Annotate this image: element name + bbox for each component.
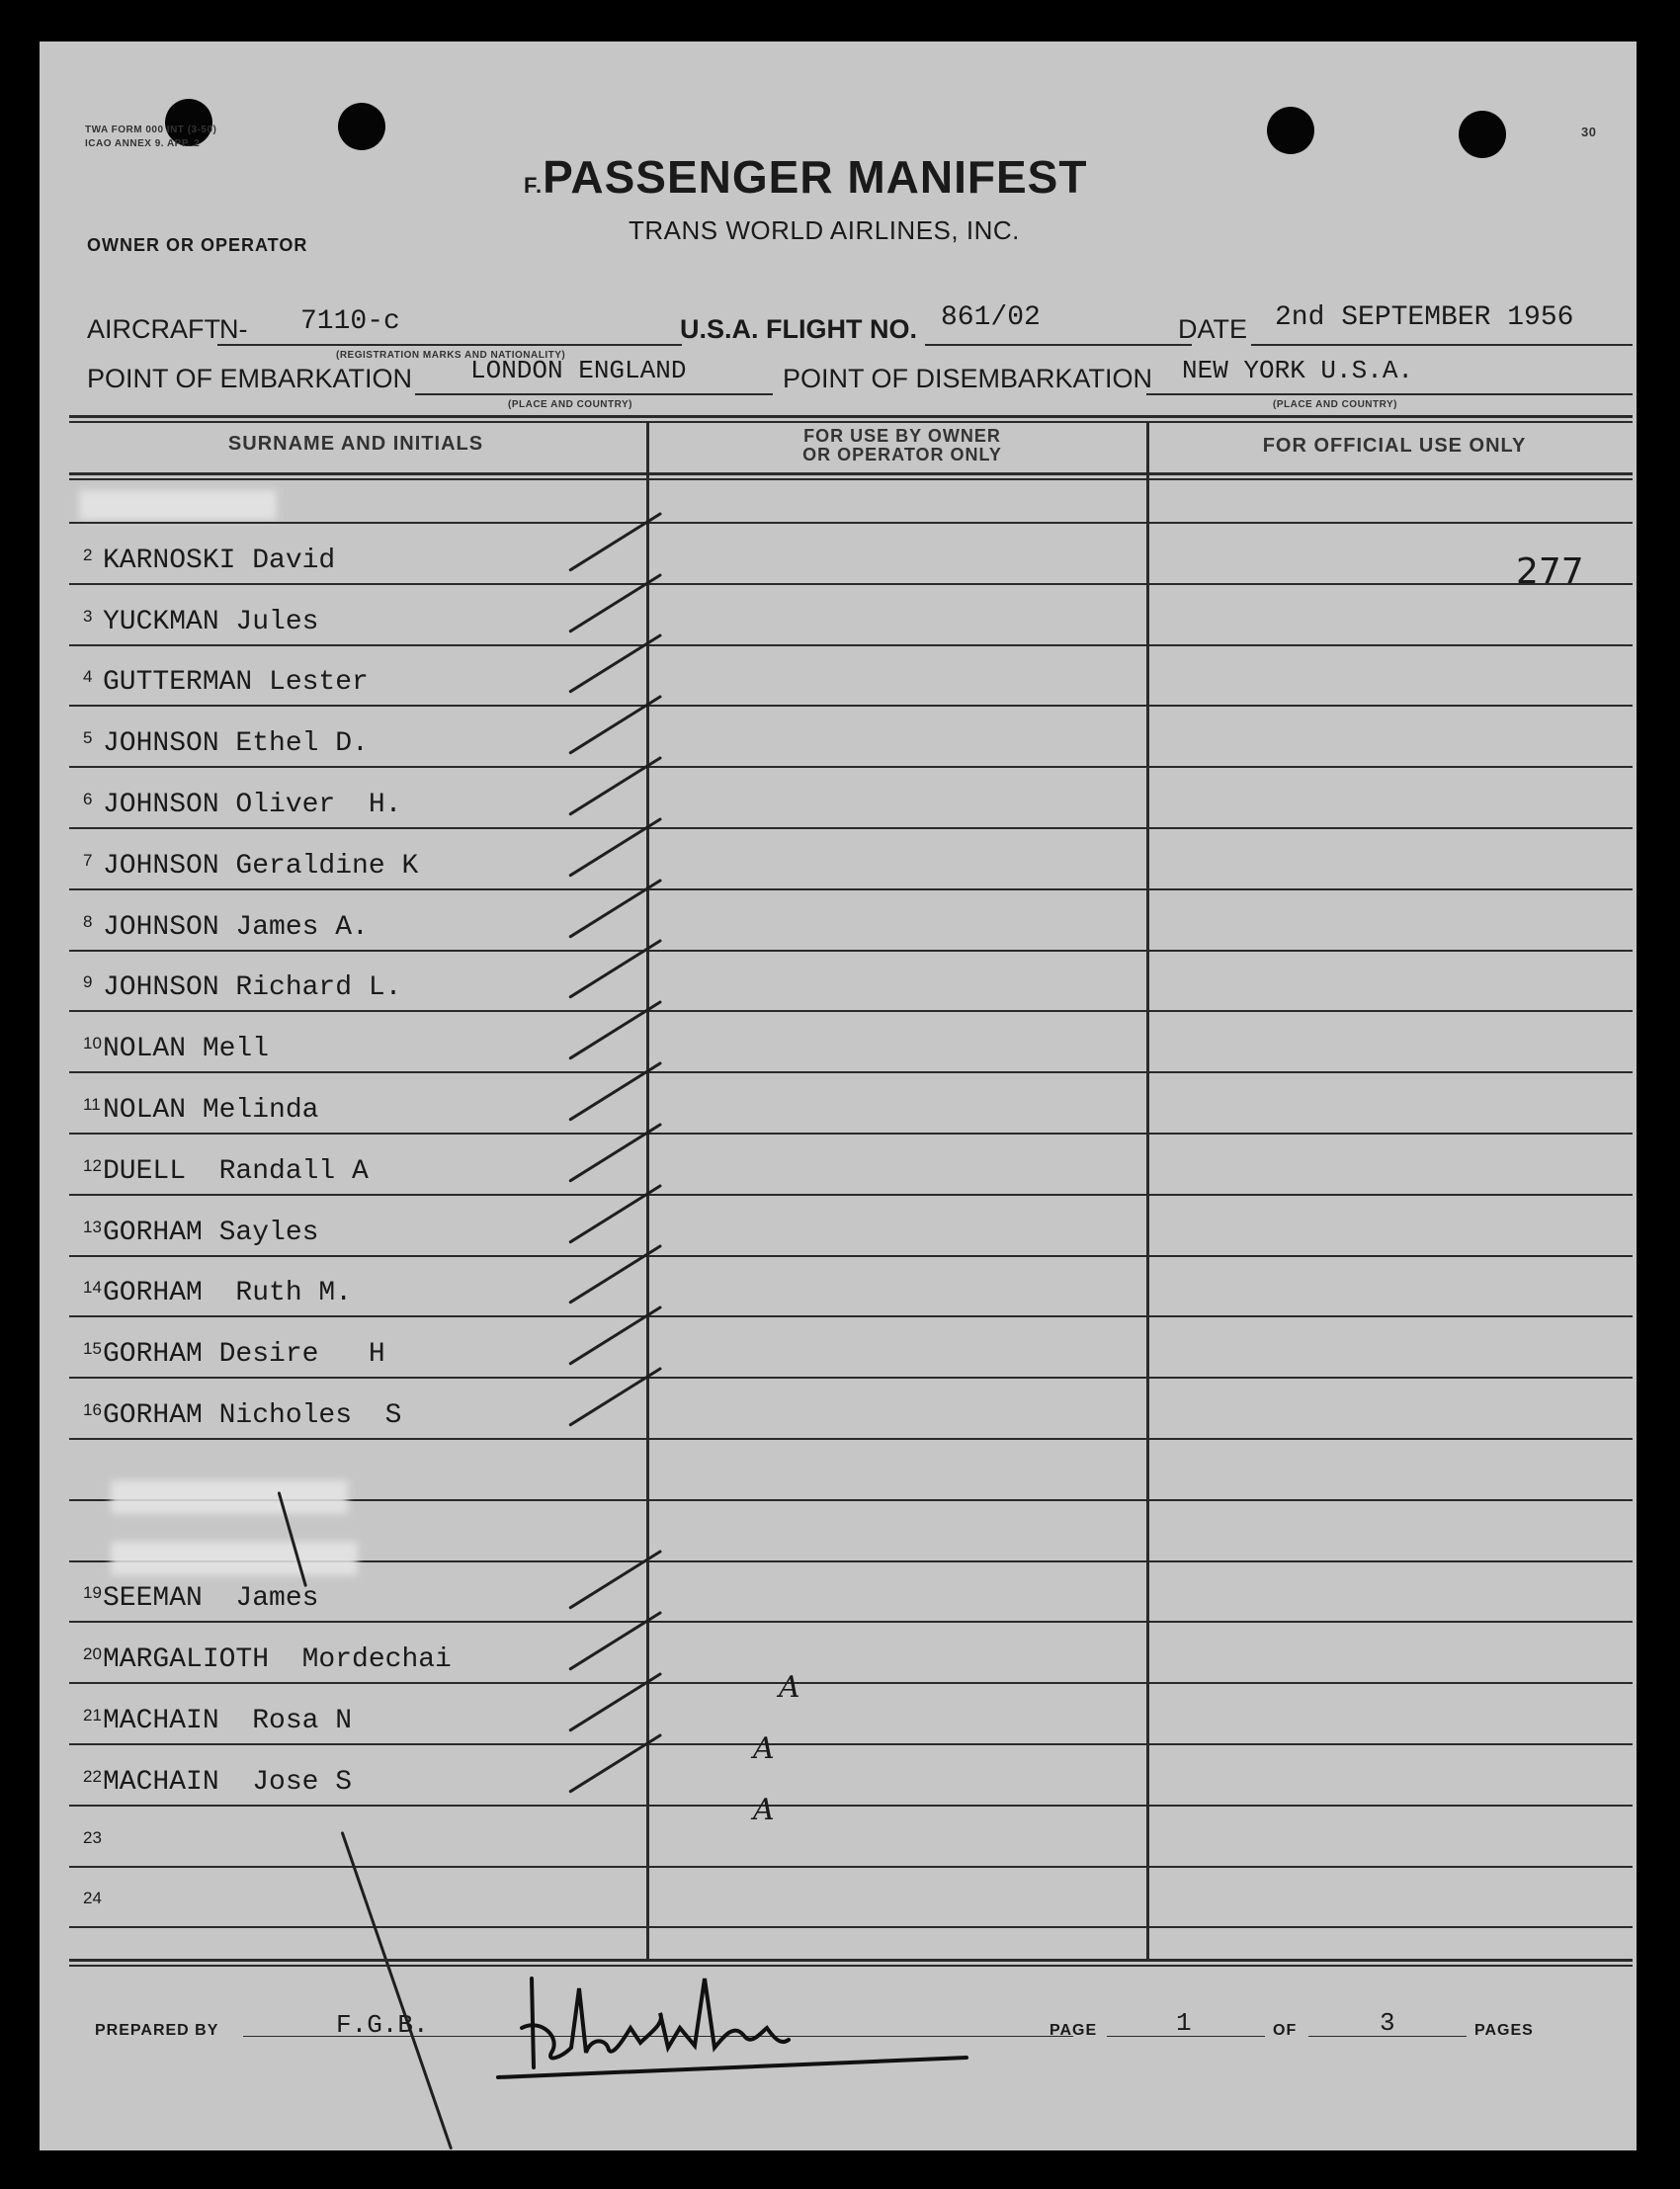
owner-mark-22: A — [753, 1793, 775, 1827]
row-rule — [69, 1071, 1633, 1073]
form-ref-line1: TWA FORM 000 INT (3-50) — [85, 125, 217, 135]
row-rule — [69, 1255, 1633, 1257]
table-top-rule — [69, 415, 1633, 418]
embark-value: LONDON ENGLAND — [470, 356, 687, 385]
page-title — [524, 150, 1087, 204]
redacted-row-18 — [111, 1542, 358, 1575]
passenger-name: MARGALIOTH Mordechai — [103, 1644, 452, 1675]
row-number: 19 — [83, 1583, 102, 1602]
passenger-row — [83, 1706, 636, 1736]
column-divider-2 — [1146, 423, 1149, 1959]
col-official-heading: FOR OFFICIAL USE ONLY — [1262, 435, 1527, 457]
passenger-name: SEEMAN James — [103, 1583, 319, 1614]
passenger-row — [83, 728, 636, 759]
aircraft-prefix: N- — [219, 314, 248, 344]
corner-mark: 30 — [1581, 125, 1597, 139]
aircraft-label: AIRCRAFT — [87, 314, 220, 344]
row-rule — [69, 644, 1633, 646]
page-label: PAGE — [1050, 2022, 1098, 2039]
row-number: 11 — [83, 1095, 101, 1114]
row-number: 14 — [83, 1278, 102, 1297]
flight-value: 861/02 — [941, 302, 1041, 333]
header-bottom-rule — [69, 472, 1633, 475]
passenger-name: GORHAM Sayles — [103, 1218, 319, 1248]
passenger-name: MACHAIN Jose S — [103, 1767, 353, 1798]
row-rule — [69, 1743, 1633, 1745]
row-number: 5 — [83, 728, 93, 747]
date-underline — [1251, 344, 1633, 346]
row-rule — [69, 1194, 1633, 1196]
passenger-row — [83, 1767, 636, 1798]
passenger-name: NOLAN Melinda — [103, 1095, 319, 1126]
passenger-name: GORHAM Nicholes S — [103, 1400, 402, 1431]
date-label: DATE — [1178, 314, 1248, 344]
aircraft-value: 7110-c — [300, 306, 400, 337]
row-rule — [69, 705, 1633, 707]
passenger-name: JOHNSON Geraldine K — [103, 851, 419, 882]
punch-hole — [1459, 111, 1506, 158]
owner-operator-label: OWNER OR OPERATOR — [87, 235, 308, 255]
pages-label: PAGES — [1474, 2022, 1534, 2039]
header-bottom-rule-2 — [69, 478, 1633, 480]
row-rule — [69, 1315, 1633, 1317]
row-number: 9 — [83, 972, 93, 991]
owner-mark-20: A — [779, 1670, 800, 1705]
passenger-row — [83, 790, 636, 820]
disembark-caption: (PLACE AND COUNTRY) — [1273, 399, 1397, 410]
prepared-value: F.G.B. — [336, 2010, 429, 2040]
passenger-row — [83, 667, 636, 698]
row-number: 2 — [83, 546, 93, 564]
col-owner-heading: FOR USE BY OWNER OR OPERATOR ONLY — [802, 426, 1002, 464]
passenger-row — [83, 1156, 636, 1187]
passenger-name: NOLAN Mell — [103, 1034, 270, 1064]
disembark-label: POINT OF DISEMBARKATION — [783, 364, 1153, 393]
row-rule — [69, 827, 1633, 829]
row-number: 8 — [83, 912, 93, 931]
passenger-name: GORHAM Desire H — [103, 1339, 385, 1370]
row-rule — [69, 1621, 1633, 1623]
flight-underline — [925, 344, 1192, 346]
passenger-name: GORHAM Ruth M. — [103, 1278, 353, 1308]
passenger-row — [83, 1278, 636, 1308]
passenger-row — [83, 912, 636, 943]
disembark-value: NEW YORK U.S.A. — [1182, 356, 1414, 385]
passenger-name: JOHNSON Richard L. — [103, 972, 402, 1003]
row-rule — [69, 888, 1633, 890]
passenger-row — [83, 1218, 636, 1248]
row-rule — [69, 1805, 1633, 1807]
disembark-underline — [1146, 393, 1633, 395]
redacted-row-17 — [111, 1480, 348, 1514]
aircraft-caption: (REGISTRATION MARKS AND NATIONALITY) — [336, 350, 566, 361]
row-number: 15 — [83, 1339, 102, 1358]
row-number: 13 — [83, 1218, 102, 1236]
redacted-row-1 — [79, 490, 277, 520]
embark-caption: (PLACE AND COUNTRY) — [508, 399, 632, 410]
manifest-sheet — [40, 42, 1637, 2150]
passenger-name: JOHNSON Ethel D. — [103, 728, 369, 759]
passenger-row — [83, 1034, 636, 1064]
row-rule — [69, 1133, 1633, 1135]
page-value: 1 — [1176, 2008, 1192, 2038]
row-number: 22 — [83, 1767, 102, 1786]
aircraft-underline — [217, 344, 682, 346]
passenger-row — [83, 1339, 636, 1370]
row-rule — [69, 1438, 1633, 1440]
title-prefix: F. — [524, 173, 544, 198]
passenger-row — [83, 851, 636, 882]
passenger-row — [83, 1095, 636, 1126]
passenger-name: JOHNSON James A. — [103, 912, 369, 943]
of-value: 3 — [1380, 2008, 1395, 2038]
signature — [492, 1919, 1006, 2087]
passenger-name: JOHNSON Oliver H. — [103, 790, 402, 820]
row-rule — [69, 1866, 1633, 1868]
row-rule — [69, 1377, 1633, 1379]
row-number: 12 — [83, 1156, 102, 1175]
passenger-row — [83, 1889, 636, 1919]
passenger-row — [83, 1644, 636, 1675]
row-number: 16 — [83, 1400, 102, 1419]
pen-stroke-long-2 — [341, 1831, 454, 2149]
row-rule — [69, 766, 1633, 768]
row-number: 4 — [83, 667, 93, 686]
passenger-row — [83, 972, 636, 1003]
row-number: 6 — [83, 790, 93, 808]
flight-label — [680, 314, 917, 345]
row-number: 24 — [83, 1889, 102, 1907]
flight-label-text: U.S.A. FLIGHT NO. — [680, 314, 917, 344]
title-text: PASSENGER MANIFEST — [543, 151, 1088, 203]
table-top-rule-2 — [69, 421, 1633, 423]
row-rule — [69, 1010, 1633, 1012]
row-number: 7 — [83, 851, 93, 870]
punch-hole — [338, 103, 385, 150]
passenger-row — [83, 1400, 636, 1431]
official-number: 277 — [1516, 551, 1584, 592]
row-rule — [69, 522, 1633, 524]
passenger-row — [83, 546, 636, 576]
passenger-row — [83, 1828, 636, 1859]
row-rule — [69, 583, 1633, 585]
airline-name: TRANS WORLD AIRLINES, INC. — [629, 215, 1020, 245]
row-number: 3 — [83, 607, 93, 626]
of-label: OF — [1273, 2022, 1298, 2039]
row-number: 23 — [83, 1828, 102, 1847]
date-value: 2nd SEPTEMBER 1956 — [1275, 302, 1574, 333]
prepared-label: PREPARED BY — [95, 2022, 219, 2039]
form-ref-line2: ICAO ANNEX 9. APP. 2 — [85, 138, 201, 149]
passenger-row — [83, 607, 636, 637]
row-rule — [69, 950, 1633, 952]
row-number: 20 — [83, 1644, 102, 1663]
embark-label: POINT OF EMBARKATION — [87, 364, 413, 393]
row-rule — [69, 1682, 1633, 1684]
passenger-name: MACHAIN Rosa N — [103, 1706, 353, 1736]
punch-hole — [1267, 107, 1314, 154]
col-surname-heading: SURNAME AND INITIALS — [227, 433, 484, 455]
passenger-name: DUELL Randall A — [103, 1156, 369, 1187]
owner-mark-21: A — [753, 1731, 775, 1766]
passenger-row — [83, 1583, 636, 1614]
passenger-name: GUTTERMAN Lester — [103, 667, 369, 698]
passenger-name: KARNOSKI David — [103, 546, 336, 576]
passenger-name: YUCKMAN Jules — [103, 607, 319, 637]
row-number: 21 — [83, 1706, 102, 1725]
embark-underline — [415, 393, 773, 395]
row-number: 10 — [83, 1034, 102, 1052]
